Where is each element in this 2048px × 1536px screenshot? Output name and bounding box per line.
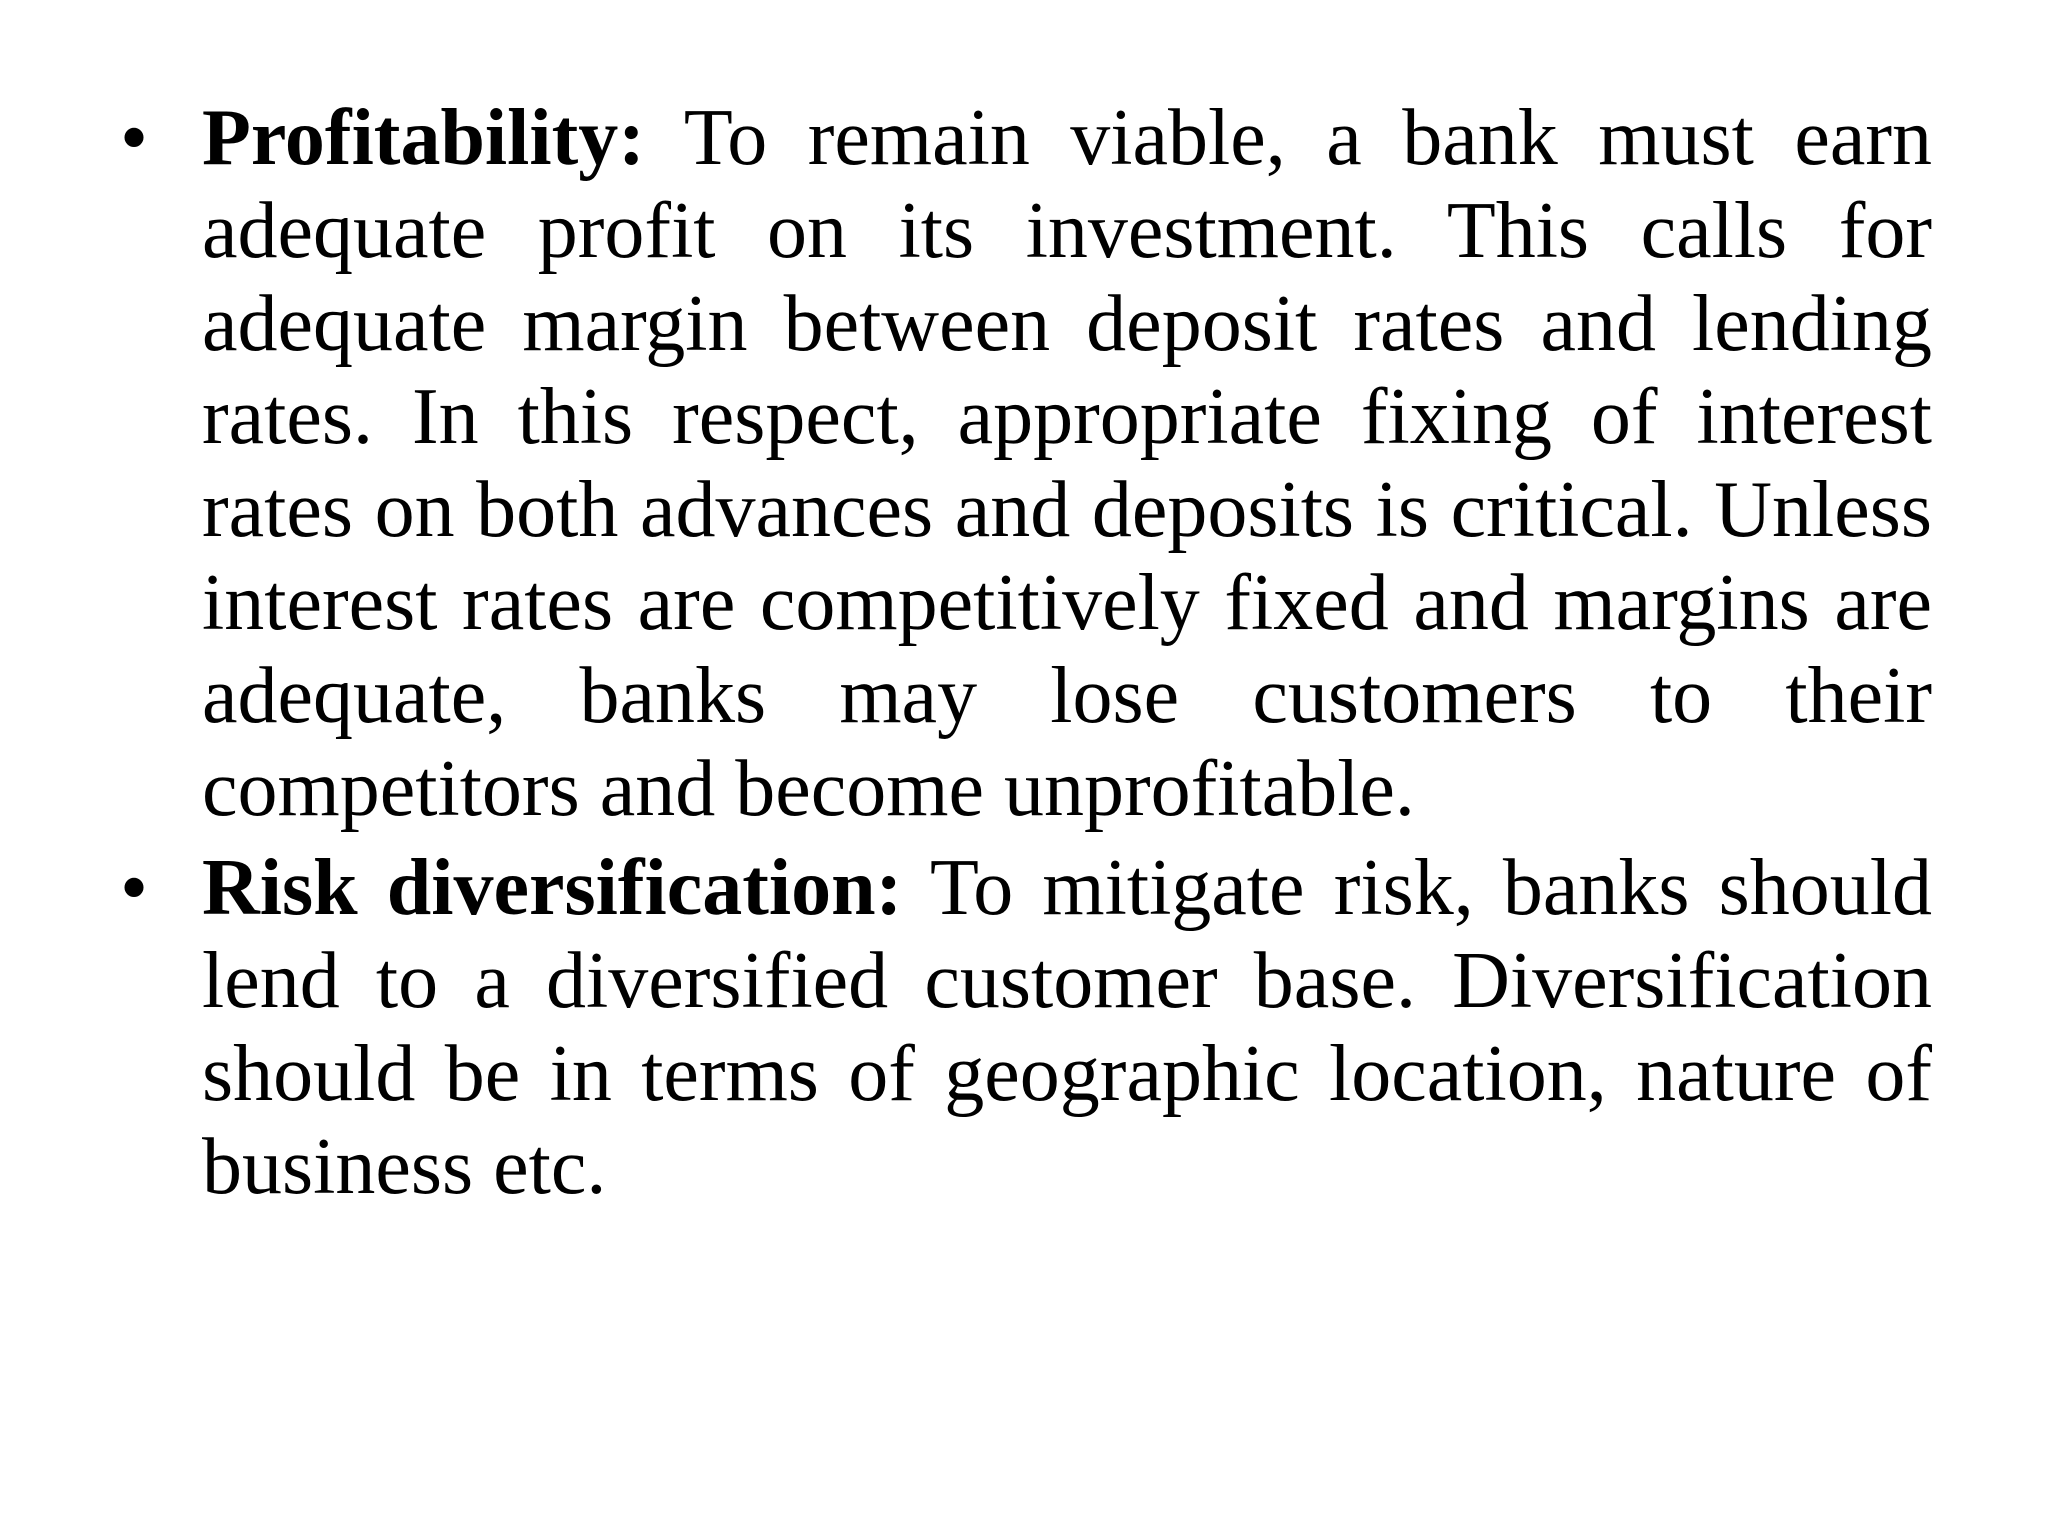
bullet-body: To remain viable, a bank must earn adequate profit on its investment. This calls for adequate margin between deposit rates and lending rates. In this respect, appropriate fixing of interest rates on both advances and deposits is critical. Unless interest rates are competitively fixed and margins are adequate, banks may lose customers to their competitors and become unprofitable.	[202, 94, 1932, 833]
bullet-term: Profitability:	[202, 94, 645, 182]
bullet-term: Risk diversification:	[202, 844, 903, 932]
bullet-text	[202, 842, 1932, 1214]
bullet-item-risk-diversification	[120, 842, 1932, 1214]
bullet-marker: •	[120, 94, 149, 182]
bullet-item-profitability	[120, 92, 1932, 836]
bullet-body: To mitigate risk, banks should lend to a diversified customer base. Diversification should be in terms of geographic location, nature of business etc.	[202, 844, 1933, 1211]
bullet-list	[120, 92, 1932, 1220]
bullet-marker: •	[120, 844, 149, 932]
bullet-text	[202, 92, 1932, 836]
